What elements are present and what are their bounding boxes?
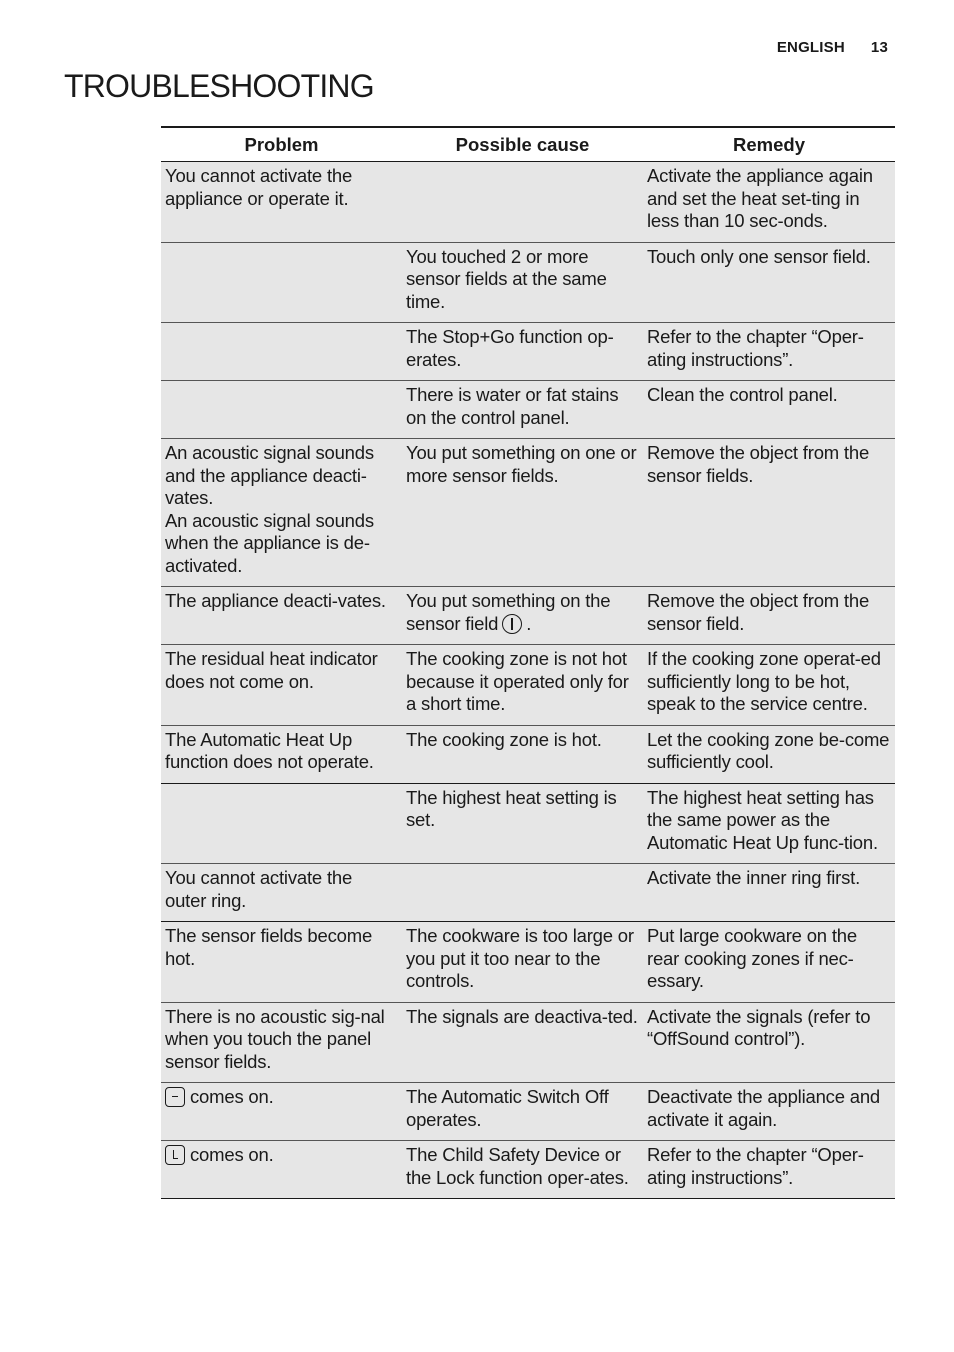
table-row [161,586,895,644]
cause-cell: The signals are deactiva-ted. [406,1005,638,1027]
problem-cell: The sensor fields become hot. [165,925,373,969]
troubleshooting-table [161,126,895,1199]
page-header [777,39,888,56]
problem-cell: You cannot activate the appliance or operate it. [165,165,353,209]
table-row [161,322,895,380]
table-row [161,1140,895,1198]
cause-cell: The highest heat setting is set. [406,786,617,830]
cause-cell: The Automatic Switch Off operates. [406,1086,609,1130]
remedy-cell: Put large cookware on the rear cooking zones if nec-essary. [647,925,857,991]
cause-cell: The Stop+Go function op-erates. [406,326,614,370]
table-row [161,162,895,242]
table-row [161,725,895,783]
table-row [161,1082,895,1140]
page-title: TROUBLESHOOTING [64,68,374,104]
column-header-cause: Possible cause [455,133,590,155]
language-label: ENGLISH [776,39,845,56]
table-row [161,242,895,323]
table-row [161,644,895,725]
problem-cell: There is no acoustic sig-nal when you touch the panel sensor fields. [165,1005,385,1072]
problem-cell [161,381,402,438]
problem-text: comes on. [190,1144,274,1165]
cause-cell: The Child Safety Device or the Lock function oper-ates. [406,1144,629,1188]
problem-cell [161,1083,402,1140]
power-icon [502,614,522,634]
cause-cell [402,587,643,644]
problem-cell [161,323,402,380]
problem-cell: The residual heat indicator does not come on. [165,648,378,692]
cause-cell: The cooking zone is not hot because it operated only for a short time. [406,648,629,714]
remedy-cell: Deactivate the appliance and activate it again. [647,1086,881,1130]
cause-cell: There is water or fat stains on the control panel. [406,384,619,428]
cause-text: You put something on the sensor field [406,590,611,634]
column-header-remedy: Remedy [733,133,805,155]
table-row [161,1002,895,1083]
column-header-problem: Problem [244,133,319,155]
cause-cell [402,162,643,242]
problem-line: An acoustic signal sounds and the appliance deacti-vates. [165,442,374,508]
lock-display-icon [165,1145,185,1165]
cause-text-end: . [526,612,532,634]
remedy-cell: Refer to the chapter “Oper-ating instructions”. [647,326,864,370]
remedy-cell: Refer to the chapter “Oper-ating instructions”. [647,1144,864,1188]
cause-cell: The cooking zone is hot. [406,728,602,750]
remedy-cell: The highest heat setting has the same power as the Automatic Heat Up func-tion. [647,786,878,853]
problem-cell: The Automatic Heat Up function does not operate. [165,728,374,772]
table-row [161,783,895,864]
cause-cell [402,864,643,921]
remedy-cell: Remove the object from the sensor field. [647,590,870,634]
page-number: 13 [870,39,888,56]
problem-cell [161,784,402,864]
remedy-cell: Remove the object from the sensor fields. [647,442,870,486]
remedy-cell: Activate the inner ring first. [647,867,861,888]
problem-cell: You cannot activate the outer ring. [165,867,353,911]
remedy-cell: Touch only one sensor field. [647,245,871,267]
table-row [161,380,895,438]
cause-cell: You put something on one or more sensor fields. [406,442,637,486]
remedy-cell: If the cooking zone operat-ed sufficiently long to be hot, speak to the service centre. [647,648,881,714]
dash-display-icon [165,1087,185,1107]
problem-cell [161,439,402,586]
problem-line: An acoustic signal sounds when the appliance is de-activated. [165,509,374,576]
cause-cell: The cookware is too large or you put it too near to the controls. [406,925,634,991]
remedy-cell: Let the cooking zone be-come sufficiently cool. [647,728,890,772]
cause-cell: You touched 2 or more sensor fields at the same time. [406,245,607,312]
remedy-cell: Clean the control panel. [647,384,838,405]
problem-text: comes on. [190,1086,274,1107]
table-row [161,438,895,586]
table-row [161,921,895,1002]
table-header [161,128,895,162]
table-row [161,863,895,921]
remedy-cell: Activate the appliance again and set the heat set-ting in less than 10 sec-onds. [647,165,873,231]
problem-cell [161,243,402,323]
problem-cell [161,1141,402,1198]
problem-cell: The appliance deacti-vates. [165,590,386,611]
remedy-cell: Activate the signals (refer to “OffSound control”). [647,1005,871,1049]
